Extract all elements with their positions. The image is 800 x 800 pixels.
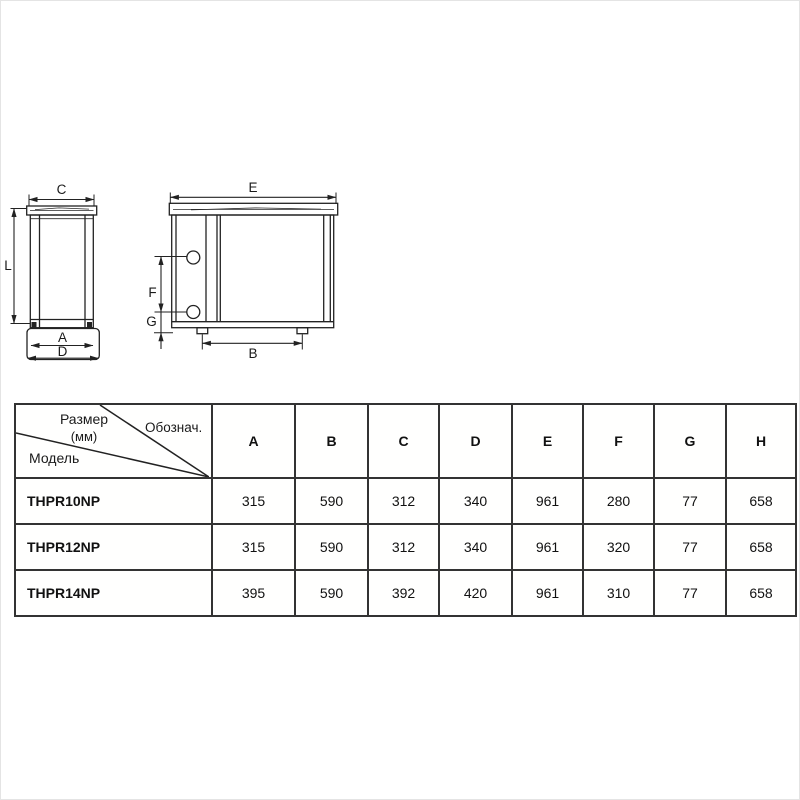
table-row bbox=[15, 524, 796, 570]
table-row bbox=[15, 478, 796, 524]
corner-size-label: Размер bbox=[59, 411, 109, 427]
value-cell: 658 bbox=[726, 524, 796, 570]
front-view bbox=[146, 180, 337, 361]
value-cell: 658 bbox=[726, 570, 796, 616]
value-cell: 312 bbox=[368, 478, 439, 524]
dim-label-a: A bbox=[57, 330, 68, 345]
dim-label-f: F bbox=[148, 285, 157, 300]
value-cell: 280 bbox=[583, 478, 654, 524]
lower-pipe-connection bbox=[187, 306, 200, 319]
value-cell: 340 bbox=[439, 478, 512, 524]
upper-pipe-connection bbox=[187, 251, 200, 264]
corner-model-label: Модель bbox=[29, 450, 80, 466]
column-header: G bbox=[654, 404, 726, 478]
value-cell: 395 bbox=[212, 570, 295, 616]
value-cell: 340 bbox=[439, 524, 512, 570]
column-header: H bbox=[726, 404, 796, 478]
table-corner-cell bbox=[15, 404, 212, 478]
dimension-drawing bbox=[1, 1, 800, 396]
dimensions-table bbox=[14, 403, 797, 617]
value-cell: 77 bbox=[654, 478, 726, 524]
value-cell: 77 bbox=[654, 524, 726, 570]
value-cell: 312 bbox=[368, 524, 439, 570]
value-cell: 590 bbox=[295, 478, 368, 524]
dim-label-b: B bbox=[248, 346, 258, 361]
value-cell: 310 bbox=[583, 570, 654, 616]
dim-label-c: C bbox=[56, 182, 67, 197]
table-header-row bbox=[15, 404, 796, 478]
column-header: A bbox=[212, 404, 295, 478]
side-view bbox=[4, 182, 99, 360]
value-cell: 392 bbox=[368, 570, 439, 616]
corner-designation-label: Обознач. bbox=[145, 420, 203, 435]
column-header: E bbox=[512, 404, 583, 478]
value-cell: 320 bbox=[583, 524, 654, 570]
dim-label-l: L bbox=[4, 258, 12, 273]
column-header: C bbox=[368, 404, 439, 478]
dim-label-g: G bbox=[146, 314, 157, 329]
column-header: F bbox=[583, 404, 654, 478]
model-cell: THPR10NP bbox=[15, 478, 212, 524]
value-cell: 961 bbox=[512, 570, 583, 616]
table-row bbox=[15, 570, 796, 616]
dim-label-e: E bbox=[248, 180, 258, 195]
model-cell: THPR14NP bbox=[15, 570, 212, 616]
value-cell: 590 bbox=[295, 524, 368, 570]
column-header: D bbox=[439, 404, 512, 478]
model-cell: THPR12NP bbox=[15, 524, 212, 570]
value-cell: 590 bbox=[295, 570, 368, 616]
value-cell: 658 bbox=[726, 478, 796, 524]
value-cell: 77 bbox=[654, 570, 726, 616]
corner-unit-label: (мм) bbox=[70, 429, 98, 444]
dim-label-d: D bbox=[57, 343, 68, 359]
column-header: B bbox=[295, 404, 368, 478]
value-cell: 315 bbox=[212, 524, 295, 570]
value-cell: 420 bbox=[439, 570, 512, 616]
value-cell: 961 bbox=[512, 478, 583, 524]
value-cell: 315 bbox=[212, 478, 295, 524]
value-cell: 961 bbox=[512, 524, 583, 570]
